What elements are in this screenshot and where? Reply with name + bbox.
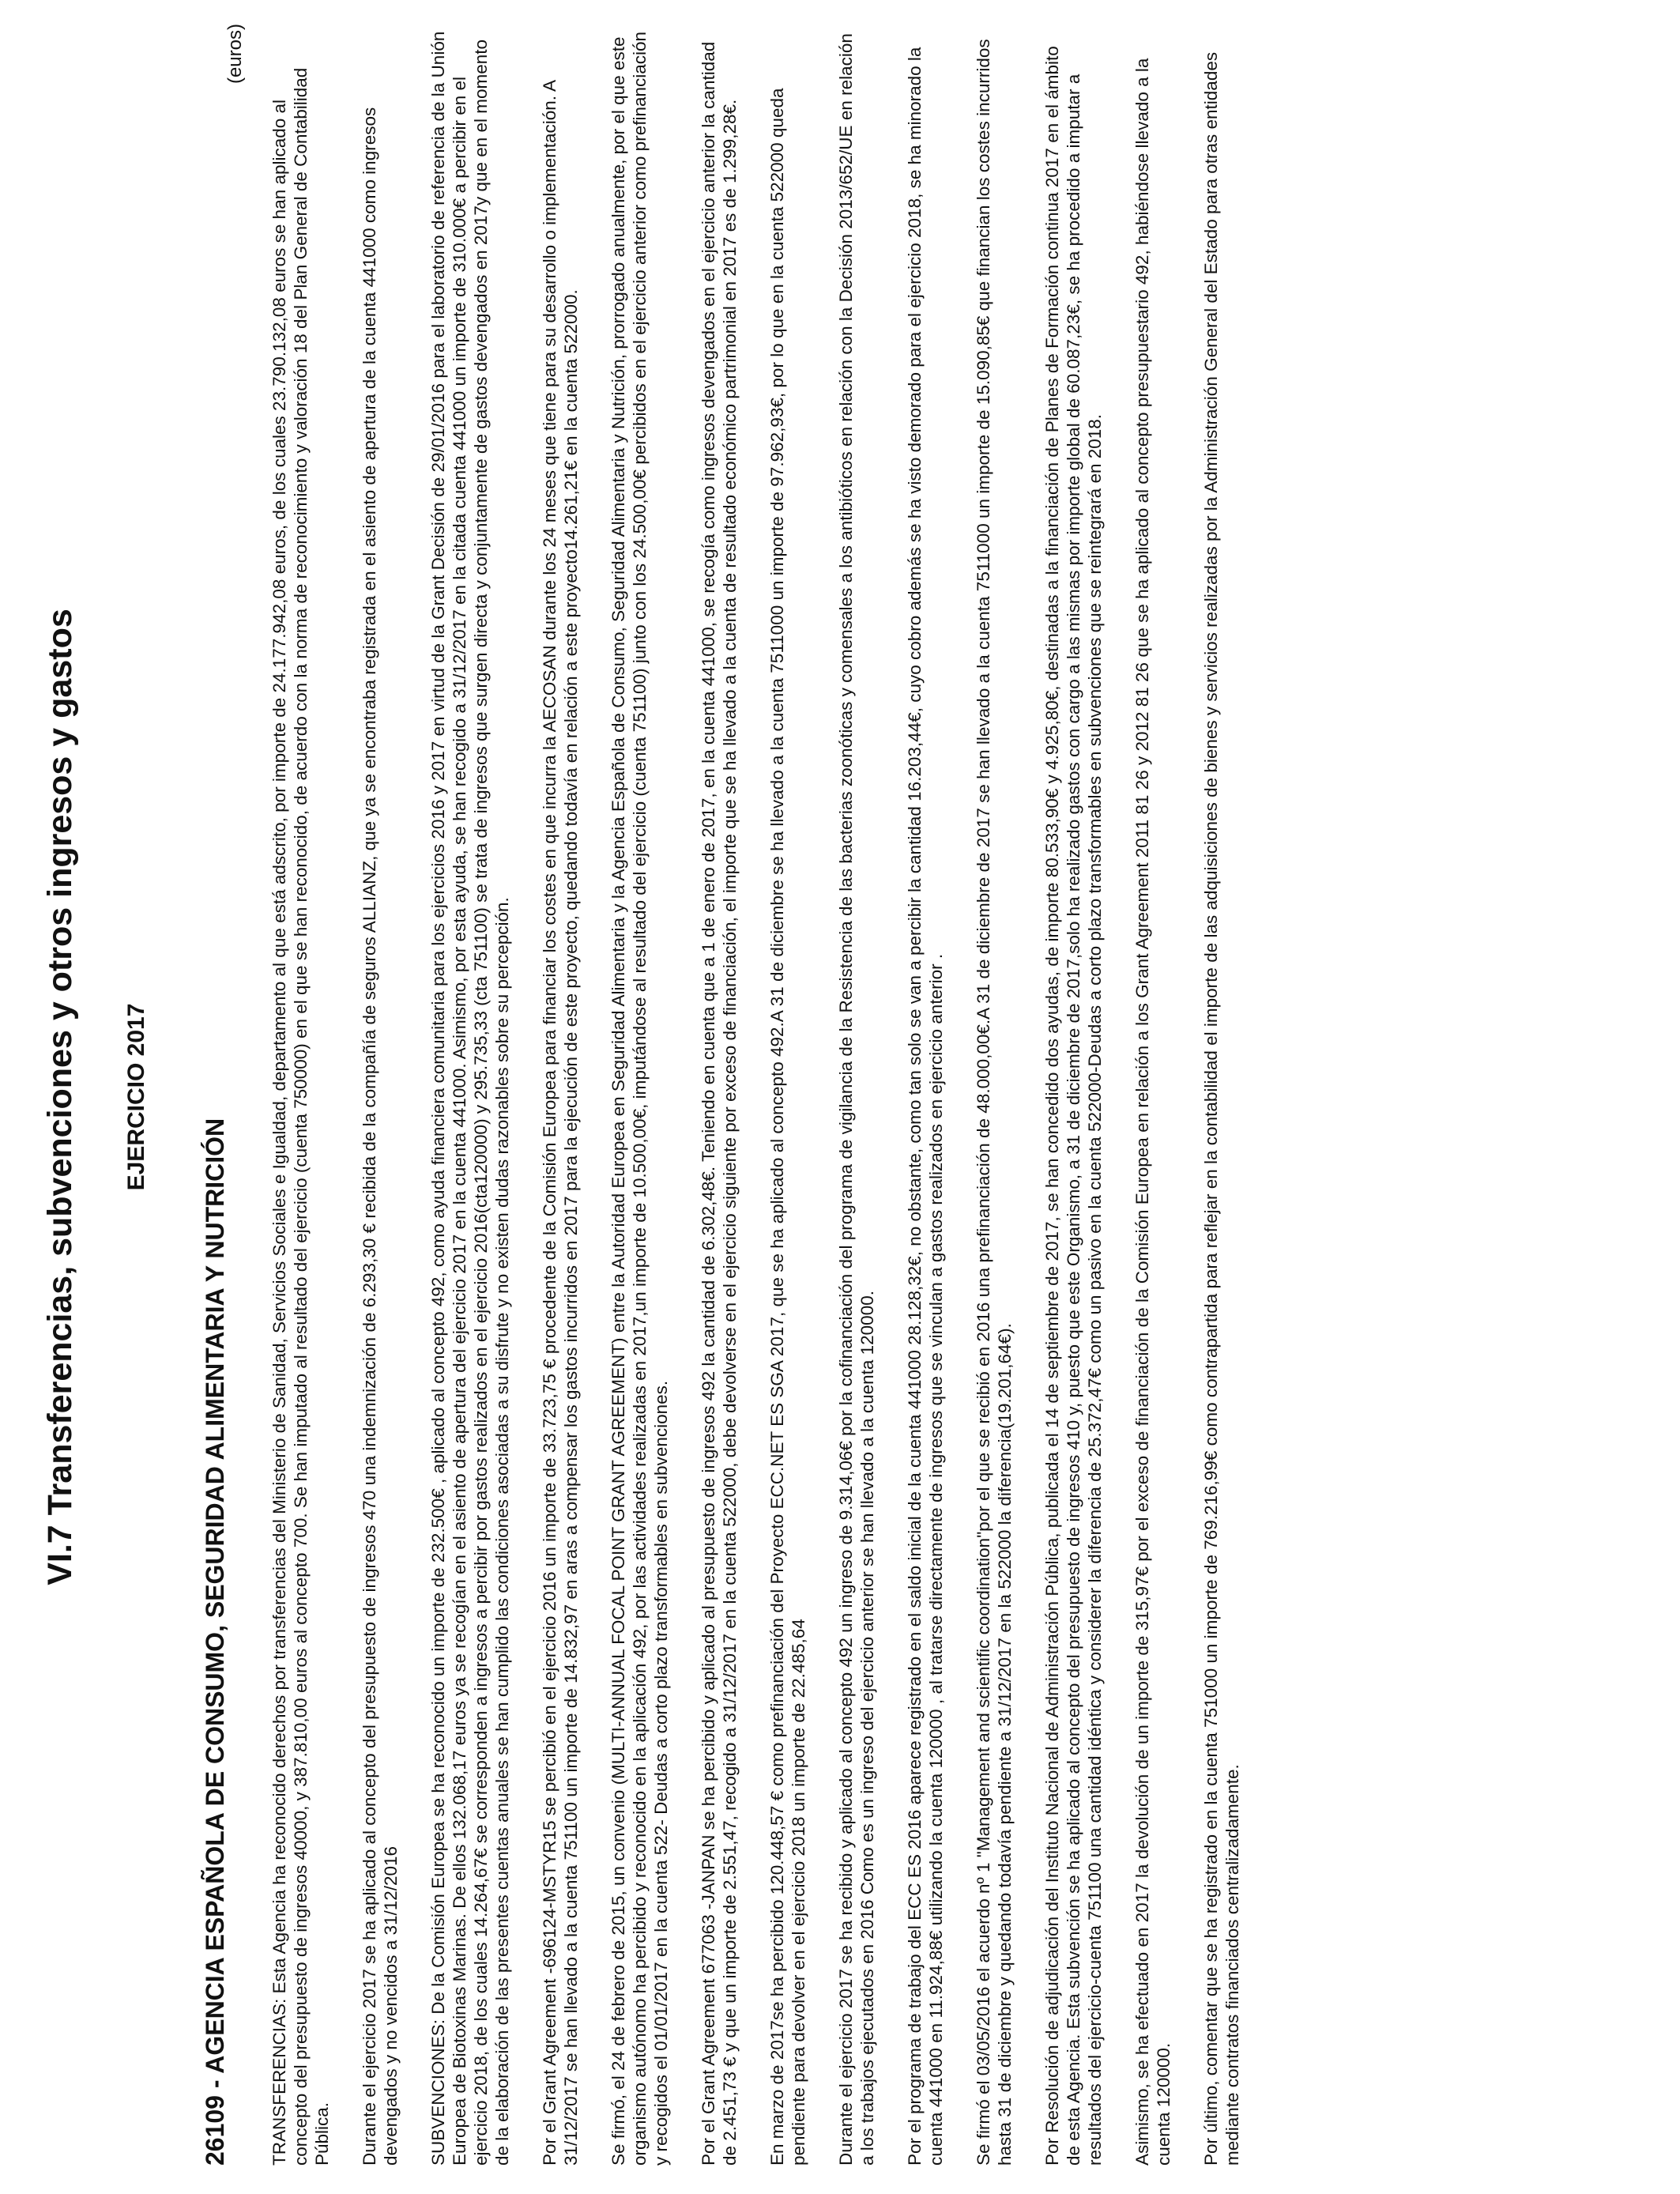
paragraph-management-coordination: Se firmó el 03/05/2016 el acuerdo nº 1 "Management and scientific coordination"por el que se recibió en 2016 una prefinanciación de 48.000,00€.A 31 de diciembre de 2017 se han llevado a la cuenta 7511000 un importe de 15.090,85€ que financian los costes incurridos hasta 31 de diciembre y quedando todavía pendiente a 31/12/2017 en la 522000 la diferencia(19.201,64€). — [974, 39, 1015, 2166]
paragraph-inap-formacion: Por Resolución de adjudicación del Instituto Nacional de Administración Pública, publicada el 14 de septiembre de 2017, se han concedido dos ayudas, de importe 80.533,90€ y 4.925,80€, destinadas a la financiación de Planes de Formación continua 2017 en el ámbito de esta Agencia. Esta subvención se ha aplicado al concepto del presupuesto de ingresos 410 y, puesto que este Organismo, a 31 de diciembre de 2017,solo ha realizado gastos con cargo a las mismas por importe global de 60.087,23€, se ha procedido a imputar a resultados del ejercicio-cuenta 751100 una cantidad idéntica y considerer la diferencia de 25.372,47€ como un pasivo en la cuenta 522000-Deudas a corto plazo transformables en subvenciones que se reintegrará en 2018. — [1042, 46, 1105, 2166]
paragraph-focal-point: Se firmó, el 24 de febrero de 2015, un convenio (MULTI-ANNUAL FOCAL POINT GRANT AGREEMENT) entre la Autoridad Europea en Seguridad Alimentaria y la Agencia Española de Consumo, Seguridad Alimentaria y Nutrición, prorrogado anualmente, por el que este organismo autónomo ha percibido y reconocido en la aplicación 492, por las actividades realizadas en 2017,un importe de 10.500,00€, imputándose al resultado del ejercicio (cuenta 751100) junto con los 24.500,00€ percibidos en el ejercicio anterior como prefinanciación y recogidos el 01/01/2017 en la cuenta 522- Deudas a corto plazo transformables en subvenciones. — [608, 31, 671, 2166]
exercise-heading: EJERCICIO 2017 — [123, 1003, 149, 1191]
paragraph-ultimo: Por último, comentar que se ha registrado en la cuenta 751000 un importe de 769.216,99€ como contrapartida para reflejar en la contabilidad el importe de las adquisiciones de bienes y servicios realizadas por la Administración General del Estado para otras entidades mediante contratos financiados centralizadamente. — [1201, 51, 1242, 2166]
paragraph-grant-mstyr15: Por el Grant Agreement -696124-MSTYR15 se percibió en el ejercicio 2016 un importe de 33.723,75 € procedente de la Comisión Europea para financiar los costes en que incurra la AECOSAN durante los 24 meses que tiene para su desarrollo o implementación. A 31/12/2017 se han llevado a la cuenta 751100 un importe de 14.832,97 en aras a compensar los gastos incurridos en 2017 para la ejecución de este proyecto, quedando todavía en relación a este proyecto14.261,21€ en la cuenta 522000. — [540, 81, 581, 2166]
paragraph-ecc-es-2016: Por el programa de trabajo del ECC ES 2016 aparece registrado en el saldo inicial de la cuenta 441000 28.128,32€, no obstante, como tan solo se van a percibir la cantidad 16.203,44€, cuyo cobro además se ha visto demorado para el ejercicio 2018, se ha minorado la cuenta 441000 en 11.924,88€ utilizando la cuenta 120000 , al tratarse directamente de ingresos que se vinculan a gastos realizados en ejercicio anterior . — [905, 47, 946, 2166]
paragraph-transferencias: TRANSFERENCIAS: Esta Agencia ha reconocido derechos por transferencias del Ministerio de Sanidad, Servicios Sociales e Igualdad, departamento al que está adscrito, por importe de 24.177.942,08 euros, de los cuales 23.790.132,08 euros se han aplicado al concepto del presupuesto de ingresos 40000, y 387.810,00 euros al concepto 700. Se han imputado al resultado del ejercicio (cuenta 750000) en el que se han reconocido, de acuerdo con la norma de reconocimiento y valoración 18 del Plan General de Contabilidad Pública. — [269, 67, 332, 2166]
section-heading: 26109 - AGENCIA ESPAÑOLA DE CONSUMO, SEGURIDAD ALIMENTARIA Y NUTRICIÓN — [201, 1118, 229, 2166]
paragraph-resistencia-bacterias: Durante el ejercicio 2017 se ha recibido y aplicado al concepto 492 un ingreso de 9.314,06€ por la cofinanciación del programa de vigilancia de la Resistencia de las bacterias zoonóticas y comensales a los antibióticos en relación con la Decisión 2013/652/UE en relación a los trabajos ejecutados en 2016 Como es un ingreso del ejercicio anterior se han llevado a la cuenta 120000. — [836, 33, 877, 2166]
paragraph-devolucion: Asimismo, se ha efectuado en 2017 la devolución de un importe de 315,97€ por el exceso de financiación de la Comisión Europea en relación a los Grant Agreement 2011 81 26 y 2012 81 26 que se ha aplicado al concepto presupuestario 492, habiéndose llevado a la cuenta 120000. — [1132, 58, 1173, 2166]
paragraph-janpan: Por el Grant Agreement 677063 -JANPAN se ha percibido y aplicado al presupuesto de ingresos 492 la cantidad de 6.302,48€. Teniendo en cuenta que a 1 de enero de 2017, en la cuenta 441000, se recogía como ingresos devengados en el ejercicio anterior la cantidad de 2.451,73 € y que un importe de 2.551,47, recogido a 31/12/2017 en la cuenta 522000, debe devolverse en el ejercicio siguiente por exceso de financiación, el importe que se ha llevado a la cuenta de resultado económico partrimonial en 2017 es de 1.299,28€. — [699, 41, 740, 2166]
paragraph-indemnizacion: Durante el ejercicio 2017 se ha aplicado al concepto del presupuesto de ingresos 470 una indemnización de 6.293,30 € recibida de la compañía de seguros ALLIANZ, que ya se encontraba registrada en el asiento de apertura de la cuenta 441000 como ingresos devengados y no vencidos a 31/12/2016 — [360, 107, 401, 2166]
currency-unit: (euros) — [224, 24, 246, 85]
page-title: VI.7 Transferencias, subvenciones y otros ingresos y gastos — [41, 609, 79, 1585]
paragraph-subvenciones: SUBVENCIONES: De la Comisión Europea se ha reconocido un importe de 232.500€ , aplicado al concepto 492, como ayuda financiera comunitaria para los ejercicios 2016 y 2017 en virtud de la Grant Decisión de 29/01/2016 para el laboratorio de referencia de la Unión Europea de Biotoxinas Marinas. De ellos 132.068,17 euros ya se recogían en el asiento de apertura del ejercicio 2017 en la cuenta 441000. Asimismo, por esta ayuda, se han recogido a 31/12/2017 en la citada cuenta 441000 un importe de 310.000€ a percibir en el ejercicio 2018, de los cuales 14.264,67€ se corresponden a ingresos a percibir por gastos realizados en el ejercicio 2016(cta120000) y 295.735,33 (cta 751100) se trata de ingresos que surgen directa y conjuntamente de gastos devengados en 2017y que en el momento de la elaboración de las presentes cuentas anuales se han cumplido las condiciones asociadas a su disfrute y no existen dudas razonables sobre su percepción. — [428, 31, 512, 2166]
paragraph-ecc-net-2017: En marzo de 2017se ha percibido 120.448,57 € como prefinanciación del Proyecto ECC.NET ES SGA 2017, que se ha aplicado al concepto 492.A 31 de diciembre se ha llevado a la cuenta 7511000 un importe de 97.962,93€, por lo que en la cuenta 522000 queda pendiente para devolver en el ejercicio 2018 un importe de 22.485,64 — [767, 88, 808, 2166]
body-text — [269, 28, 1269, 2166]
